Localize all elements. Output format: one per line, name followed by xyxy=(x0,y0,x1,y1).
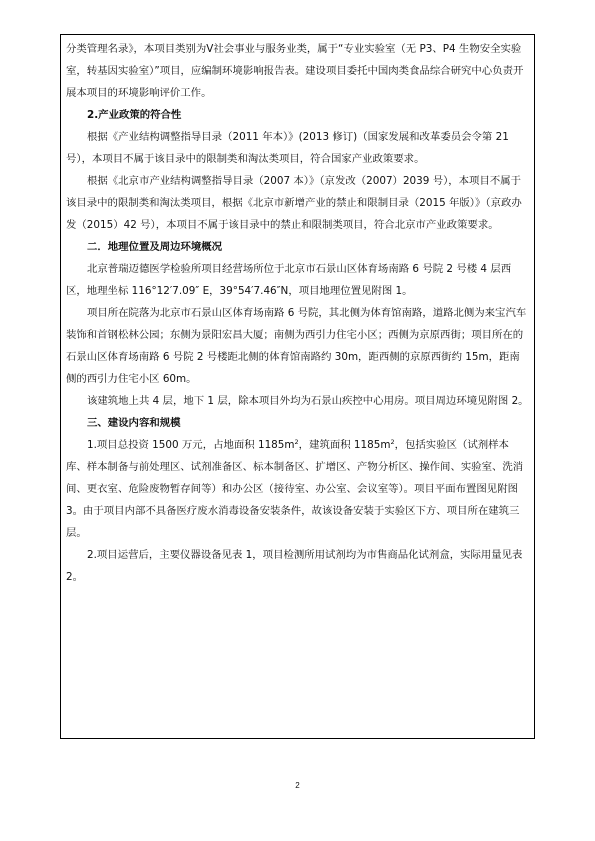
superscript-2: 2 xyxy=(390,438,395,446)
superscript-2: 2 xyxy=(294,438,299,446)
paragraph-beijing-policy: 根据《北京市产业结构调整指导目录（2007 本）》（京发改（2007）2039 号），本项目不属于该目录中的限制类和淘汰类项目，根据《北京市新增产业的禁止和限制目录（2015 年版）》（京政办发（2015）42 号），本项目不属于该目录中的禁止和限制类项目，符合北京市产业政策要求。 xyxy=(66,175,522,231)
paragraph-national-policy: 根据《产业结构调整指导目录（2011 年本）》(2013 修订)（国家发展和改革委员会令第 21 号），本项目不属于该目录中的限制类和淘汰类项目，符合国家产业政策要求。 xyxy=(66,131,509,165)
page-number: 2 xyxy=(295,781,300,790)
section-heading-construction: 三、建设内容和规模 xyxy=(87,417,181,429)
investment-text-3: ，包括实验区（试剂样本库、样本制备与前处理区、试剂准备区、标本制备区、扩增区、产物分析区、操作间、实验室、洗消间、更衣室、危险废物暂存间等）和办公区（接待室、办公室、会议室等）。项目平面布置图见附图 3。由于项目内部不具备医疗废水消毒设备安装条件，故该设备安装于实验区下方、项目所在建筑三层。 xyxy=(66,439,524,539)
section-heading-location: 二．地理位置及周边环境概况 xyxy=(87,241,223,253)
paragraph-building: 该建筑地上共 4 层，地下 1 层，除本项目外均为石景山疾控中心用房。项目周边环境见附图 2。 xyxy=(87,395,529,407)
paragraph-location: 北京普瑞迈德医学检验所项目经营场所位于北京市石景山区体育场南路 6 号院 2 号楼 4 层西区，地理坐标 116°12′7.09″ E，39°54′7.46″N，项目地理位置见附图 1。 xyxy=(66,263,512,297)
paragraph-classification: 分类管理名录》，本项目类别为Ⅴ社会事业与服务业类，属于“专业实验室（无 P3、P4 生物安全实验室，转基因实验室）”项目，应编制环境影响报告表。建设项目委托中国肉类食品综合研究中心负责开展本项目的环境影响评价工作。 xyxy=(66,43,524,99)
paragraph-surroundings: 项目所在院落为北京市石景山区体育场南路 6 号院，其北侧为体育馆南路，道路北侧为来宝汽车装饰和首钢松林公园；东侧为景阳宏昌大厦；南侧为西引力住宅小区；西侧为京原西街；项目所在的石景山区体育场南路 6 号院 2 号楼距北侧的体育馆南路约 30m，距西侧的京原西街约 15m，距南侧的西引力住宅小区 60m。 xyxy=(66,307,527,385)
paragraph-investment xyxy=(66,434,529,544)
section-heading-industrial-policy: 2.产业政策的符合性 xyxy=(87,109,182,121)
investment-text-1: 1.项目总投资 1500 万元，占地面积 1185m xyxy=(87,439,295,451)
investment-text-2: ，建筑面积 1185m xyxy=(298,439,391,451)
document-body xyxy=(66,38,529,588)
paragraph-equipment: 2.项目运营后，主要仪器设备见表 1，项目检测所用试剂均为市售商品化试剂盒，实际用量见表 2。 xyxy=(66,549,523,583)
